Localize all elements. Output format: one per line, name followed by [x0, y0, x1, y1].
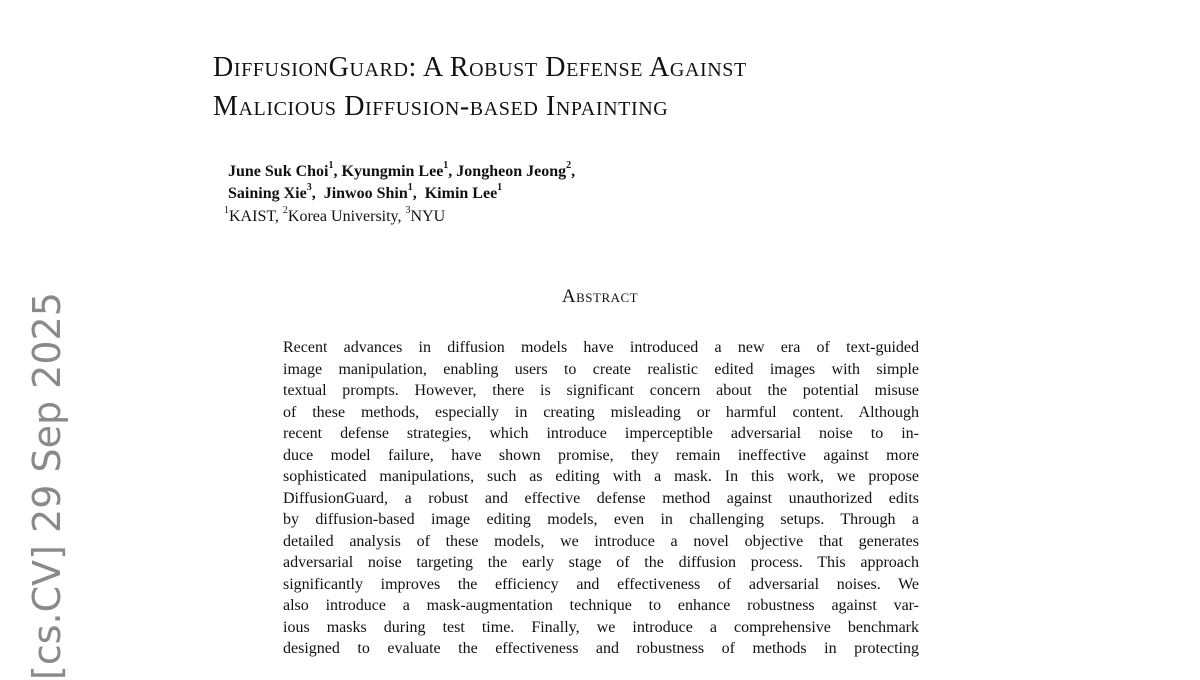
affiliation-marker: 1 [328, 160, 334, 171]
abstract-line: recent defense strategies, which introduce imperceptible adversarial noise to in- [283, 425, 919, 442]
abstract-heading: Abstract [561, 286, 639, 307]
author-name: Kimin Lee [424, 185, 498, 202]
affiliation-marker: 3 [405, 205, 411, 216]
abstract-line: DiffusionGuard, a robust and effective defense method against unauthorized edits [283, 489, 919, 507]
author-name: Jinwoo Shin [323, 185, 408, 202]
affiliation-marker: 3 [306, 182, 312, 193]
author-name: Jongheon Jeong [456, 163, 567, 180]
affiliation-name: NYU [410, 208, 446, 225]
affiliation-marker: 1 [497, 182, 503, 193]
title-line-1-part: DiffusionGuard [213, 52, 409, 83]
abstract-line: image manipulation, enabling users to create realistic edited images with simple [283, 360, 919, 378]
abstract-line: ious masks during test time. Finally, we introduce a comprehensive benchmark [283, 618, 919, 636]
affiliation-name: KAIST [229, 208, 275, 225]
abstract-line: sophisticated manipulations, such as editing with a mask. In this work, we propose [283, 468, 919, 485]
abstract-line: by diffusion-based image editing models, even in challenging setups. Through a [283, 511, 919, 528]
abstract-line: designed to evaluate the effectiveness and robustness of methods in protecting [283, 640, 919, 657]
affiliation-marker: 1 [407, 182, 413, 193]
abstract-line: Recent advances in diffusion models have introduced a new era of text-guided [283, 339, 919, 356]
title-line-1-part: Robust Defense Against [449, 52, 747, 83]
affiliation-marker: 2 [282, 205, 288, 216]
abstract-line: duce model failure, have shown promise, they remain ineffective against more [283, 446, 919, 464]
abstract-body [283, 337, 919, 660]
author-name: June Suk Choi [228, 163, 329, 180]
abstract-line: textual prompts. However, there is significant concern about the potential misuse [283, 382, 919, 399]
abstract-line: also introduce a mask-augmentation technique to enhance robustness against var- [283, 597, 919, 614]
abstract-line: of these methods, especially in creating misleading or harmful content. Although [283, 403, 919, 421]
affiliation-marker: 1 [224, 205, 229, 216]
affiliation-marker: 2 [566, 160, 572, 171]
affiliation-marker: 1 [443, 160, 449, 171]
author-list-line-2: Saining Xie$^3$, Jinwoo Shin$^1$, Kimin Lee$^1$ [228, 182, 503, 202]
abstract-line: significantly improves the efficiency and effectiveness of adversarial noises. We [283, 575, 919, 593]
author-list-line-1: June Suk Choi$^1$, Kyungmin Lee$^1$, Jongheon Jeong$^2$, [228, 160, 576, 180]
title-line-2-part: Malicious Diffusion-based Inpainting [213, 91, 669, 122]
abstract-line: adversarial noise targeting the early stage of the diffusion process. This approach [283, 554, 919, 571]
paper-title-line-2 [213, 93, 668, 121]
author-name: Saining Xie [228, 185, 307, 202]
abstract-line: detailed analysis of these models, we introduce a novel objective that generates [283, 532, 919, 550]
title-line-1-part: : A [408, 52, 450, 83]
arxiv-stamp: [cs.CV] 29 Sep 2025 [25, 292, 69, 680]
paper-title-line-1 [213, 54, 747, 82]
affiliations: $^1$KAIST, $^2$Korea University, $^3$NYU [224, 205, 446, 225]
author-name: Kyungmin Lee [341, 163, 444, 180]
affiliation-name: Korea University [287, 208, 398, 225]
